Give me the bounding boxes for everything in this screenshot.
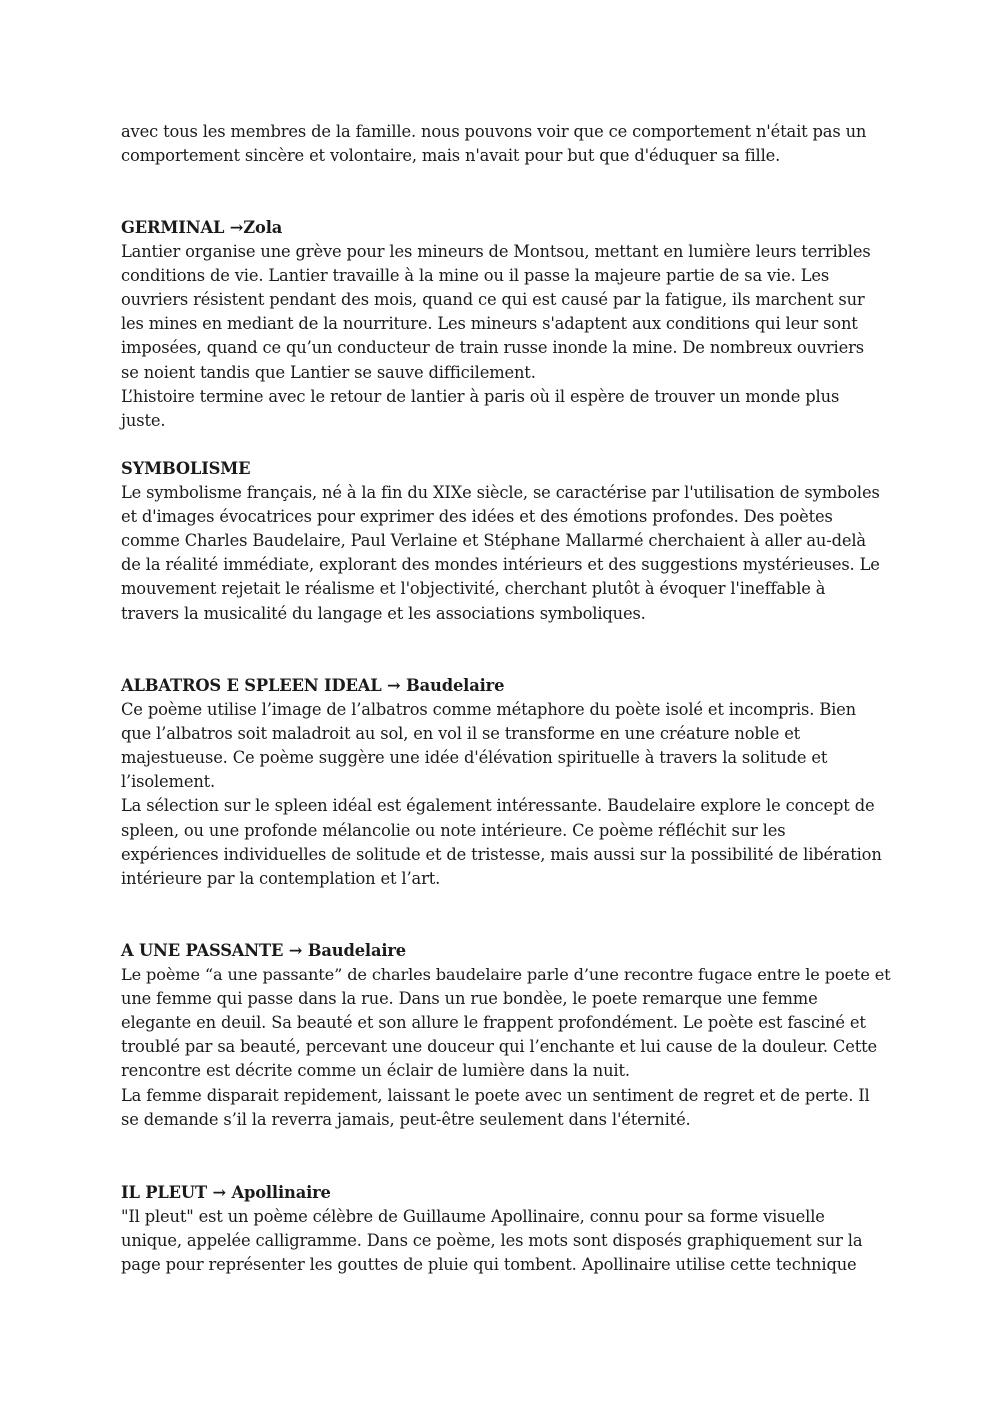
paragraph-line: avec tous les membres de la famille. nous pouvons voir que ce comportement n'était pas un <box>121 122 867 141</box>
paragraph-line: rencontre est décrite comme un éclair de lumière dans la nuit. <box>121 1061 630 1081</box>
paragraph-line: ouvriers résistent pendant des mois, quand ce qui est causé par la fatigue, ils marchent sur <box>121 290 865 310</box>
section-a-une-passante <box>121 939 891 1132</box>
section-albatros <box>121 674 891 891</box>
paragraph-line: intérieure par la contemplation et l’art. <box>121 868 441 888</box>
paragraph-line: La sélection sur le spleen idéal est également intéressante. Baudelaire explore le concept de <box>121 796 875 816</box>
section-heading: SYMBOLISME <box>121 459 251 478</box>
paragraph-line: "Il pleut" est un poème célèbre de Guillaume Apollinaire, connu pour sa forme visuelle <box>121 1207 825 1227</box>
paragraph-line: comportement sincère et volontaire, mais n'avait pour but que d'éduquer sa fille. <box>121 146 781 166</box>
paragraph-line: Lantier organise une grève pour les mineurs de Montsou, mettant en lumière leurs terribles <box>121 242 871 262</box>
paragraph-line: Ce poème utilise l’image de l’albatros comme métaphore du poète isolé et incompris. Bien <box>121 700 857 720</box>
paragraph-line: majestueuse. Ce poème suggère une idée d'élévation spirituelle à travers la solitude et <box>121 748 828 768</box>
paragraph-line: Le poème “a une passante” de charles baudelaire parle d’une recontre fugace entre le poete et <box>121 965 891 985</box>
paragraph-line: de la réalité immédiate, explorant des mondes intérieurs et des suggestions mystérieuses. Le <box>121 555 880 575</box>
paragraph-line: elegante en deuil. Sa beauté et son allure le frappent profondément. Le poète est fasciné et <box>121 1013 866 1033</box>
paragraph-line: que l’albatros soit maladroit au sol, en vol il se transforme en une créature noble et <box>121 724 801 744</box>
section-heading: A UNE PASSANTE → Baudelaire <box>121 941 407 960</box>
paragraph-line: troublé par sa beauté, percevant une douceur qui l’enchante et lui cause de la douleur. Cette <box>121 1037 877 1057</box>
section-il-pleut <box>121 1181 891 1277</box>
paragraph-line: spleen, ou une profonde mélancolie ou note intérieure. Ce poème réfléchit sur les <box>121 820 786 840</box>
paragraph-line: les mines en mediant de la nourriture. Les mineurs s'adaptent aux conditions qui leur sont <box>121 314 858 334</box>
paragraph-line: juste. <box>121 410 166 430</box>
section-symbolisme <box>121 457 891 626</box>
paragraph-line: expériences individuelles de solitude et de tristesse, mais aussi sur la possibilité de libération <box>121 844 882 864</box>
paragraph-line: se demande s’il la reverra jamais, peut-être seulement dans l'éternité. <box>121 1109 691 1129</box>
paragraph-line: unique, appelée calligramme. Dans ce poème, les mots sont disposés graphiquement sur la <box>121 1231 863 1251</box>
paragraph-line: et d'images évocatrices pour exprimer des idées et des émotions profondes. Des poètes <box>121 507 833 527</box>
paragraph-line: une femme qui passe dans la rue. Dans un rue bondèe, le poete remarque une femme <box>121 989 818 1009</box>
paragraph-line: mouvement rejetait le réalisme et l'objectivité, cherchant plutôt à évoquer l'ineffable à <box>121 579 826 599</box>
paragraph-line: page pour représenter les gouttes de pluie qui tombent. Apollinaire utilise cette technique <box>121 1255 857 1275</box>
paragraph-line: Le symbolisme français, né à la fin du XIXe siècle, se caractérise par l'utilisation de symboles <box>121 483 880 503</box>
paragraph-line: La femme disparait repidement, laissant le poete avec un sentiment de regret et de perte. Il <box>121 1085 870 1105</box>
intro-paragraph <box>121 120 891 168</box>
paragraph-line: conditions de vie. Lantier travaille à la mine ou il passe la majeure partie de sa vie. Les <box>121 266 830 286</box>
section-heading: GERMINAL →Zola <box>121 218 283 237</box>
paragraph-line: travers la musicalité du langage et les associations symboliques. <box>121 603 646 623</box>
section-heading: ALBATROS E SPLEEN IDEAL → Baudelaire <box>121 676 505 695</box>
paragraph-line: l’isolement. <box>121 772 216 792</box>
paragraph-line: se noient tandis que Lantier se sauve difficilement. <box>121 362 536 382</box>
section-germinal <box>121 216 891 433</box>
paragraph-line: imposées, quand ce qu’un conducteur de train russe inonde la mine. De nombreux ouvriers <box>121 338 864 358</box>
section-heading: IL PLEUT → Apollinaire <box>121 1183 331 1202</box>
paragraph-line: comme Charles Baudelaire, Paul Verlaine et Stéphane Mallarmé cherchaient à aller au-delà <box>121 531 866 551</box>
paragraph-line: L’histoire termine avec le retour de lantier à paris où il espère de trouver un monde plus <box>121 386 840 406</box>
